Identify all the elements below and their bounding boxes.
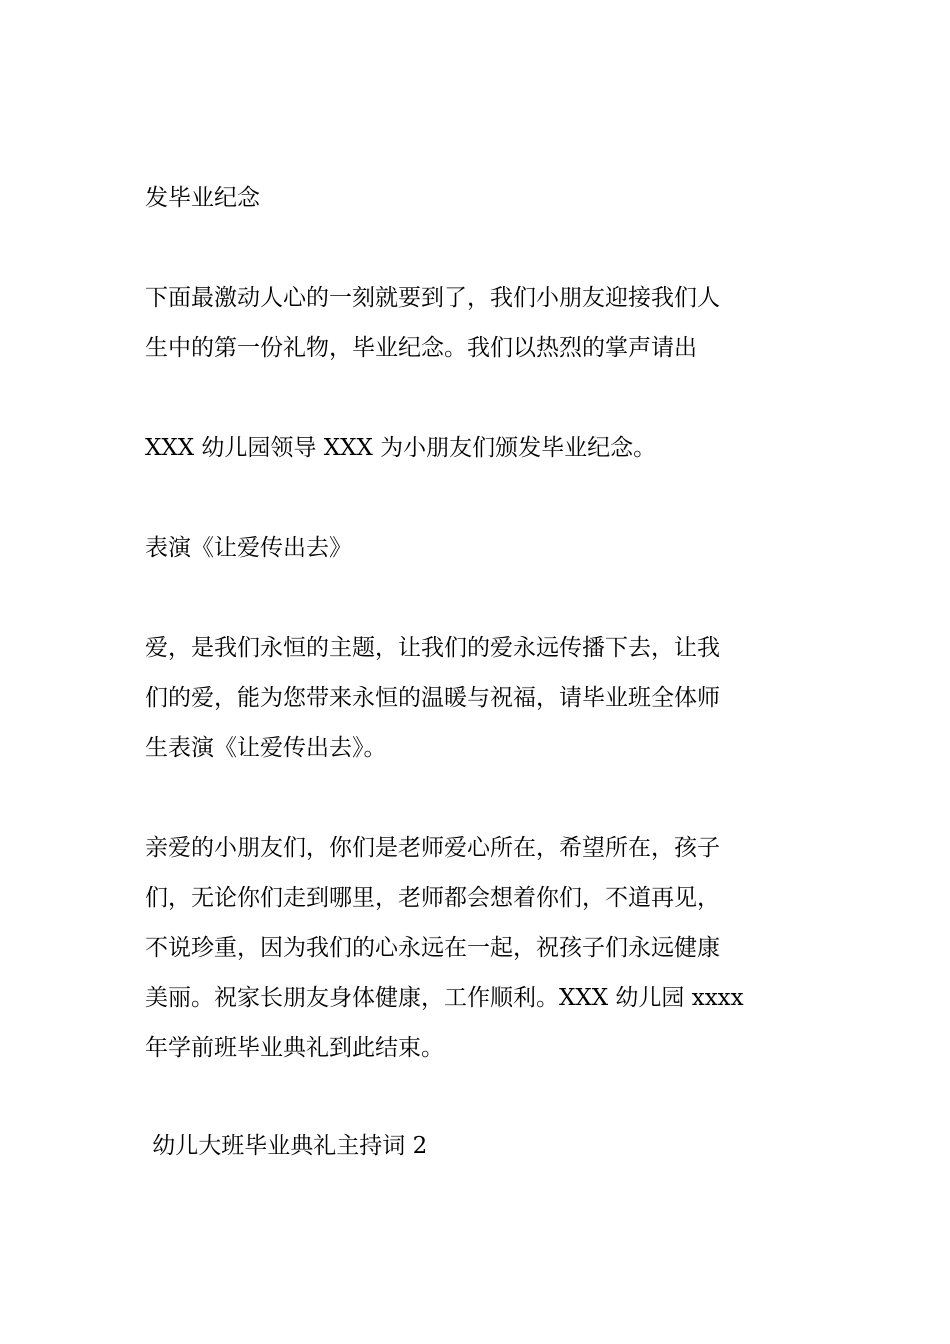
text-line: 爱，是我们永恒的主题，让我们的爱永远传播下去，让我: [145, 635, 720, 661]
paragraph-graduation-souvenir-heading: [145, 173, 810, 223]
text-line: XXX 幼儿园领导 XXX 为小朋友们颁发毕业纪念。: [145, 435, 657, 461]
text-line: 生表演《让爱传出去》。: [145, 735, 387, 761]
paragraph-love-theme: [145, 623, 810, 773]
text-line: 美丽。祝家长朋友身体健康，工作顺利。XXX 幼儿园 xxxx: [145, 985, 744, 1011]
paragraph-closing-remarks: [145, 823, 810, 1073]
paragraph-souvenir-intro: [145, 273, 810, 373]
paragraph-performance-heading: [145, 523, 810, 573]
text-line: 表演《让爱传出去》: [145, 535, 352, 561]
text-line: 们，无论你们走到哪里，老师都会想着你们，不道再见，: [145, 885, 720, 911]
text-line: 发毕业纪念: [145, 185, 260, 211]
text-line: 们的爱，能为您带来永恒的温暖与祝福，请毕业班全体师: [145, 685, 720, 711]
text-line: 生中的第一份礼物，毕业纪念。我们以热烈的掌声请出: [145, 335, 697, 361]
text-line: 不说珍重，因为我们的心永远在一起，祝孩子们永远健康: [145, 935, 720, 961]
text-line: 年学前班毕业典礼到此结束。: [145, 1035, 444, 1061]
paragraph-next-section-title: [145, 1121, 810, 1171]
paragraph-leader-presents: [145, 423, 810, 473]
text-line: 亲爱的小朋友们，你们是老师爱心所在，希望所在，孩子: [145, 835, 720, 861]
text-line: 幼儿大班毕业典礼主持词 2: [145, 1133, 428, 1159]
text-line: 下面最激动人心的一刻就要到了，我们小朋友迎接我们人: [145, 285, 720, 311]
